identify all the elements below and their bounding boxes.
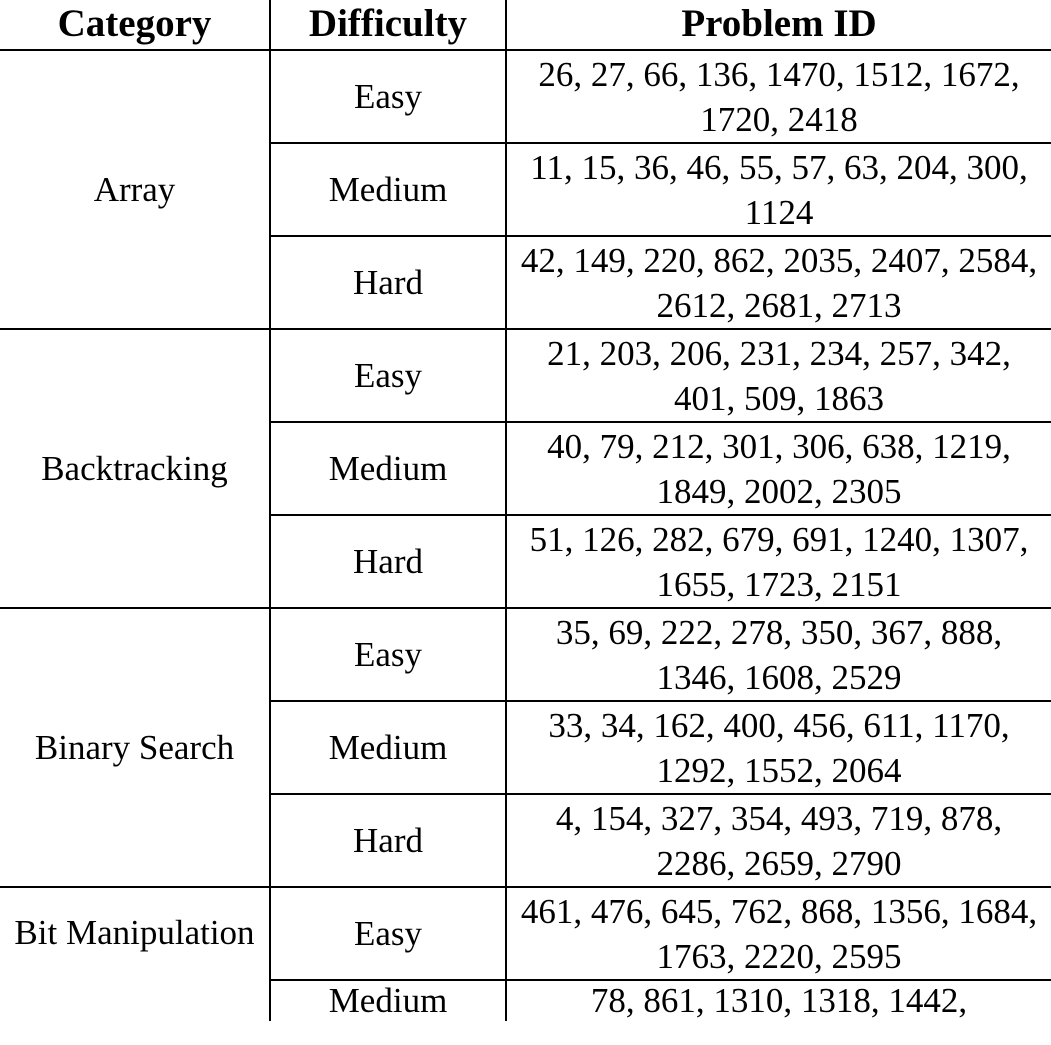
table-row	[0, 608, 1051, 701]
problem-ids-cell	[506, 608, 1051, 701]
problem-ids-cell	[506, 794, 1051, 887]
problem-ids-cell	[506, 236, 1051, 329]
problem-ids-text: 461, 476, 645, 762, 868, 1356, 1684, 1763, 2220, 2595	[520, 891, 1038, 976]
difficulty-cell: Medium	[270, 143, 506, 236]
problem-ids-cell	[506, 50, 1051, 143]
problem-ids-text: 33, 34, 162, 400, 456, 611, 1170, 1292, 1552, 2064	[548, 705, 1010, 790]
table-row	[0, 50, 1051, 143]
difficulty-cell: Easy	[270, 887, 506, 980]
problem-ids-text: 35, 69, 222, 278, 350, 367, 888, 1346, 1608, 2529	[555, 612, 1003, 697]
difficulty-cell: Hard	[270, 794, 506, 887]
problem-ids-cell	[506, 887, 1051, 980]
difficulty-cell: Medium	[270, 701, 506, 794]
problem-ids-text: 51, 126, 282, 679, 691, 1240, 1307, 1655, 1723, 2151	[529, 519, 1029, 604]
problem-ids-cell	[506, 329, 1051, 422]
problem-ids-text: 78, 861, 1310, 1318, 1442,	[590, 981, 968, 1020]
problem-ids-text: 42, 149, 220, 862, 2035, 2407, 2584, 2612, 2681, 2713	[520, 240, 1038, 325]
problem-ids-cell	[506, 980, 1051, 1021]
category-cell: Bit Manipulation	[0, 887, 270, 1021]
difficulty-cell: Hard	[270, 236, 506, 329]
table-row	[0, 887, 1051, 980]
difficulty-cell: Easy	[270, 50, 506, 143]
problem-ids-text: 11, 15, 36, 46, 55, 57, 63, 204, 300, 1124	[530, 147, 1028, 232]
difficulty-cell: Medium	[270, 980, 506, 1021]
header-row	[0, 0, 1051, 50]
problem-ids-text: 40, 79, 212, 301, 306, 638, 1219, 1849, 2002, 2305	[547, 426, 1011, 511]
difficulty-cell: Easy	[270, 608, 506, 701]
problem-ids-text: 4, 154, 327, 354, 493, 719, 878, 2286, 2659, 2790	[555, 798, 1003, 883]
category-cell: Backtracking	[0, 329, 270, 608]
category-cell: Array	[0, 50, 270, 329]
problem-ids-text: 26, 27, 66, 136, 1470, 1512, 1672, 1720, 2418	[538, 54, 1020, 139]
header-difficulty: Difficulty	[270, 0, 506, 50]
header-category: Category	[0, 0, 270, 50]
table-row	[0, 329, 1051, 422]
problem-ids-cell	[506, 515, 1051, 608]
problem-ids-cell	[506, 701, 1051, 794]
difficulty-cell: Easy	[270, 329, 506, 422]
difficulty-cell: Medium	[270, 422, 506, 515]
problem-ids-cell	[506, 143, 1051, 236]
problem-ids-text: 21, 203, 206, 231, 234, 257, 342, 401, 509, 1863	[547, 333, 1011, 418]
difficulty-cell: Hard	[270, 515, 506, 608]
problem-ids-cell	[506, 422, 1051, 515]
header-problem-id: Problem ID	[506, 0, 1051, 50]
category-cell: Binary Search	[0, 608, 270, 887]
